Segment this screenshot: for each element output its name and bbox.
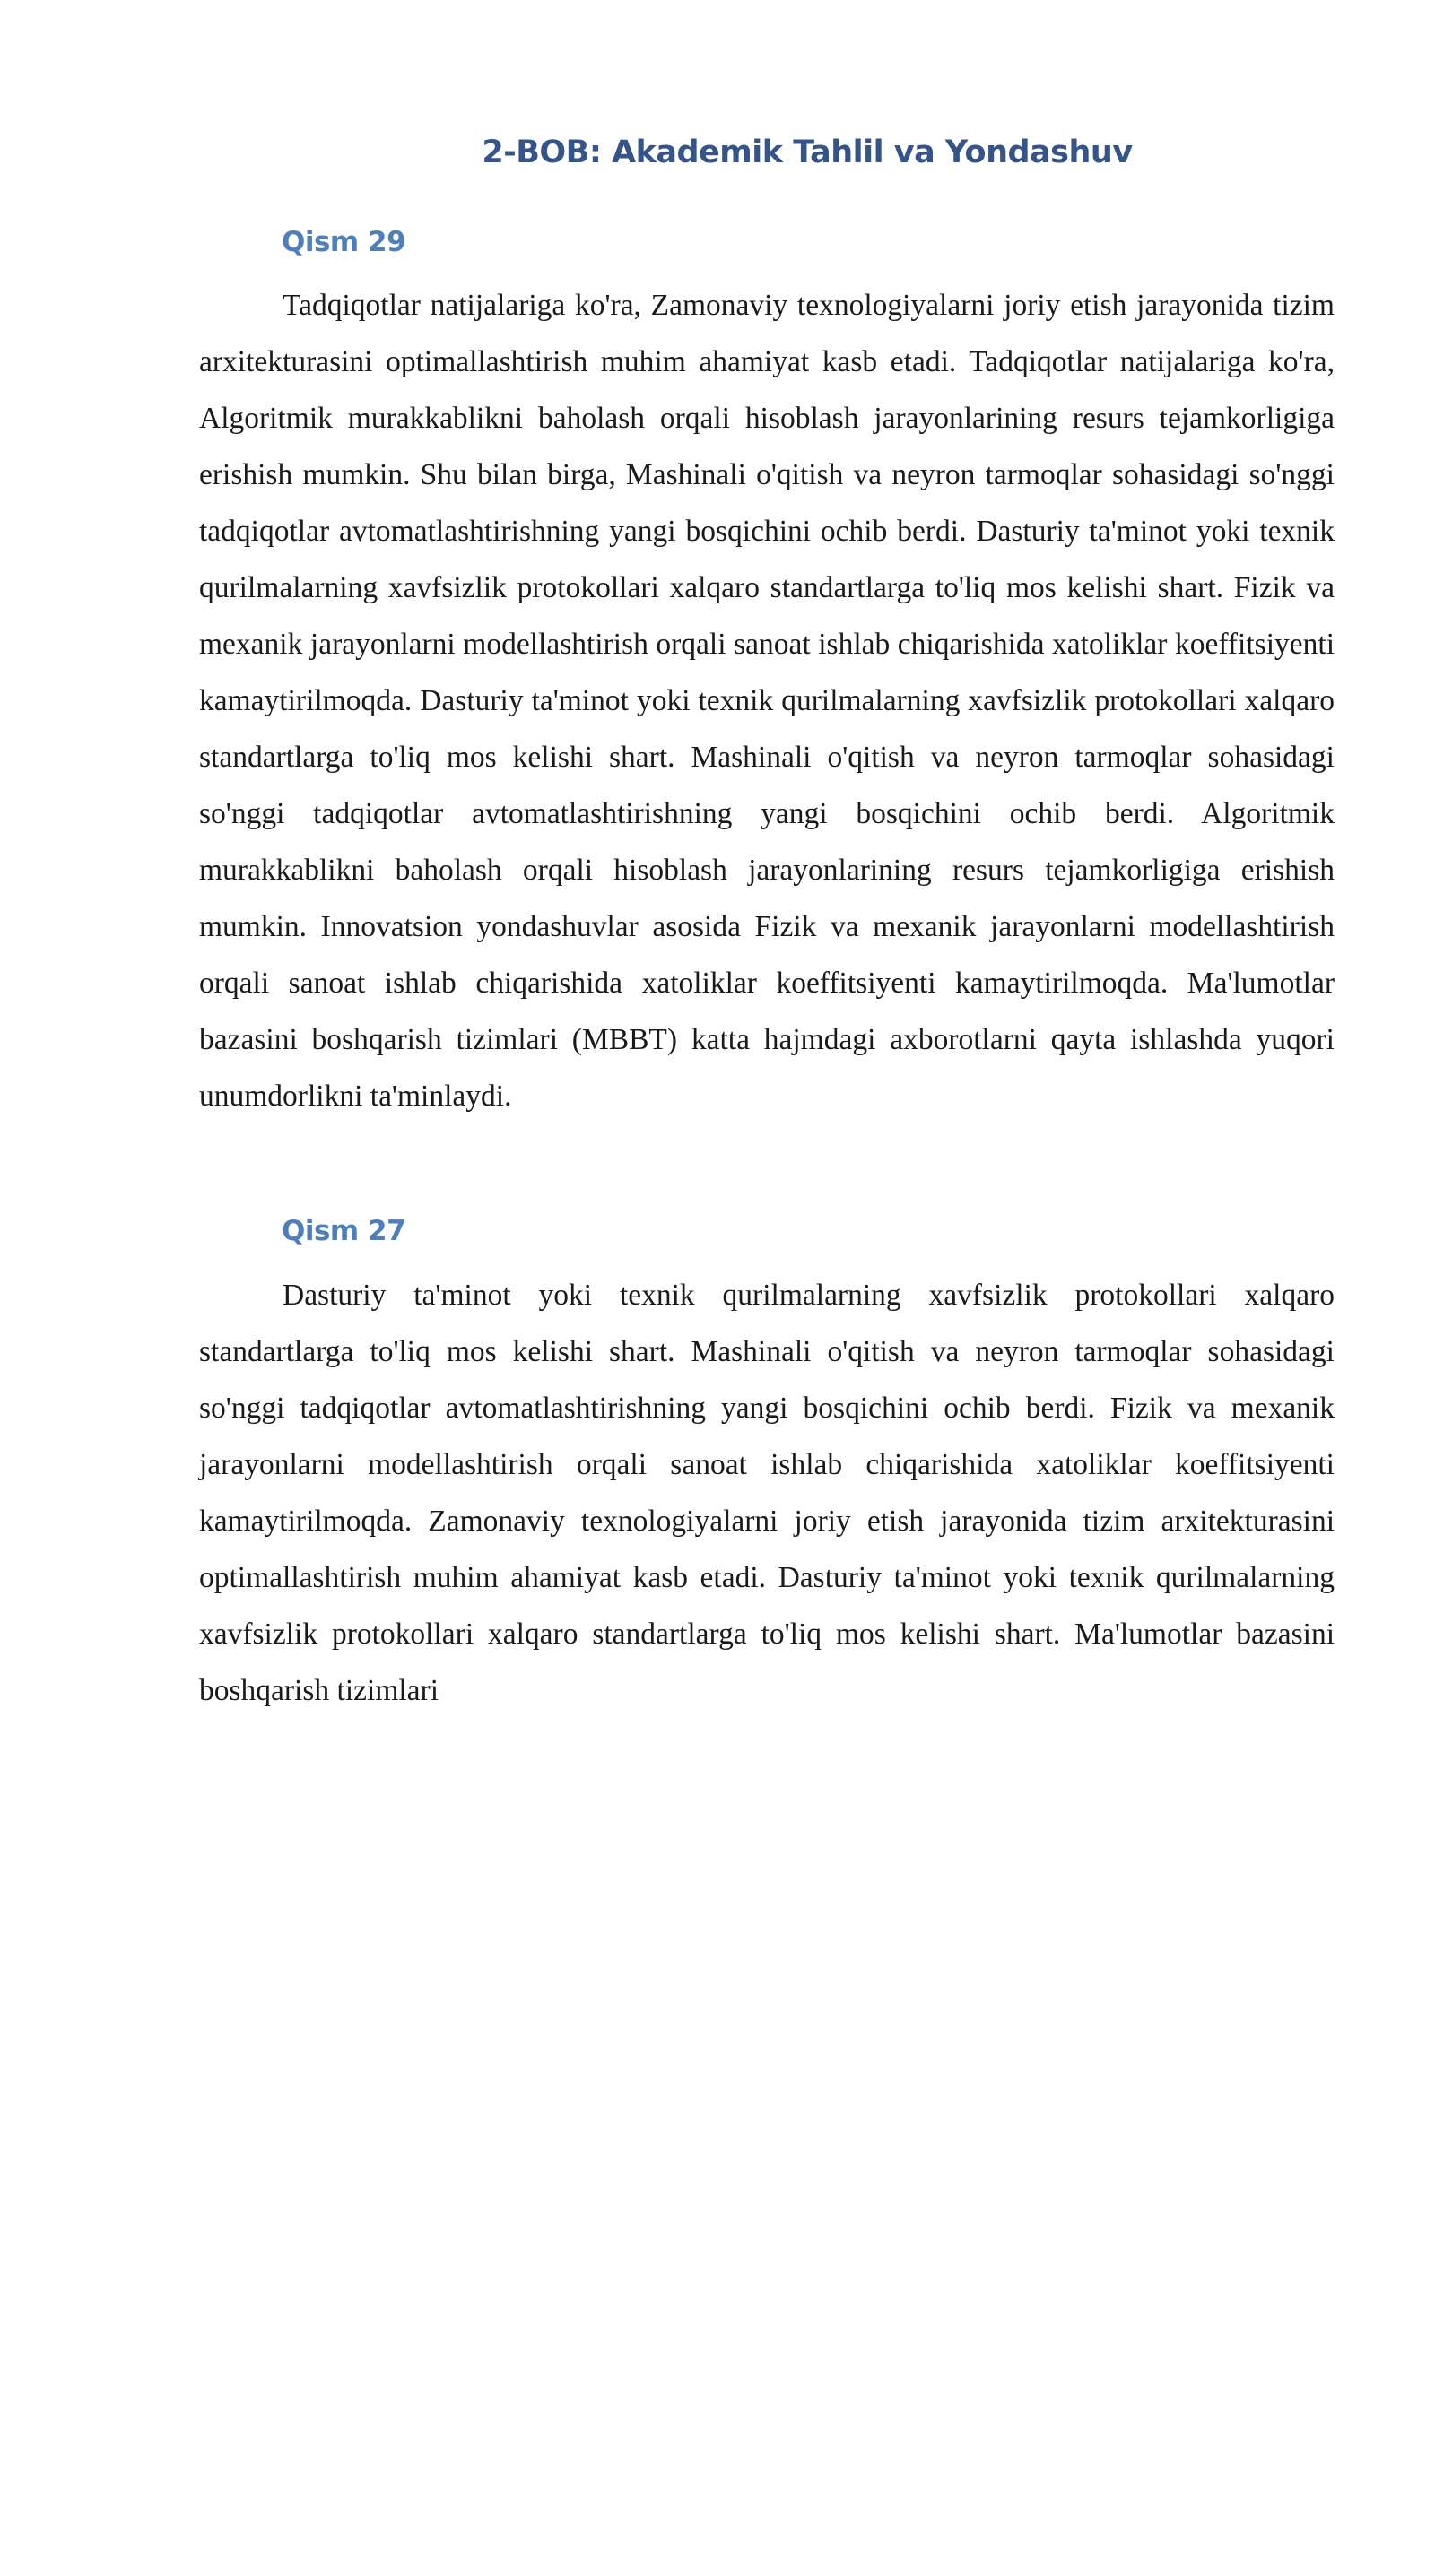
section-heading-qism-29: Qism 29: [282, 226, 406, 258]
section-paragraph-qism-27: Dasturiy ta'minot yoki texnik qurilmalarning xavfsizlik protokollari xalqaro standartlarga to'liq mos kelishi shart. Mashinali o'qitish va neyron tarmoqlar sohasidagi so'nggi tadqiqotlar avtomatlashtirishning yangi bosqichini ochib berdi. Fizik va mexanik jarayonlarni modellashtirish orqali sanoat ishlab chiqarishida xatoliklar koeffitsiyenti kamaytirilmoqda. Zamonaviy texnologiyalarni joriy etish jarayonida tizim arxitekturasini optimallashtirish muhim ahamiyat kasb etadi. Dasturiy ta'minot yoki texnik qurilmalarning xavfsizlik protokollari xalqaro standartlarga to'liq mos kelishi shart. Ma'lumotlar bazasini boshqarish tizimlari: [199, 1279, 1335, 1707]
section-paragraph-qism-29: Tadqiqotlar natijalariga ko'ra, Zamonaviy texnologiyalarni joriy etish jarayonida tizim arxitekturasini optimallashtirish muhim ahamiyat kasb etadi. Tadqiqotlar natijalariga ko'ra, Algoritmik murakkablikni baholash orqali hisoblash jarayonlarining resurs tejamkorligiga erishish mumkin. Shu bilan birga, Mashinali o'qitish va neyron tarmoqlar sohasidagi so'nggi tadqiqotlar avtomatlashtirishning yangi bosqichini ochib berdi. Dasturiy ta'minot yoki texnik qurilmalarning xavfsizlik protokollari xalqaro standartlarga to'liq mos kelishi shart. Fizik va mexanik jarayonlarni modellashtirish orqali sanoat ishlab chiqarishida xatoliklar koeffitsiyenti kamaytirilmoqda. Dasturiy ta'minot yoki texnik qurilmalarning xavfsizlik protokollari xalqaro standartlarga to'liq mos kelishi shart. Mashinali o'qitish va neyron tarmoqlar sohasidagi so'nggi tadqiqotlar avtomatlashtirishning yangi bosqichini ochib berdi. Algoritmik murakkablikni baholash orqali hisoblash jarayonlarining resurs tejamkorligiga erishish mumkin. Innovatsion yondashuvlar asosida Fizik va mexanik jarayonlarni modellashtirish orqali sanoat ishlab chiqarishida xatoliklar koeffitsiyenti kamaytirilmoqda. Ma'lumotlar bazasini boshqarish tizimlari (MBBT) katta hajmdagi axborotlarni qayta ishlashda yuqori unumdorlikni ta'minlaydi.: [199, 289, 1335, 1113]
section-heading-qism-27: Qism 27: [282, 1215, 406, 1247]
chapter-title: 2-BOB: Akademik Tahlil va Yondashuv: [482, 134, 1133, 170]
